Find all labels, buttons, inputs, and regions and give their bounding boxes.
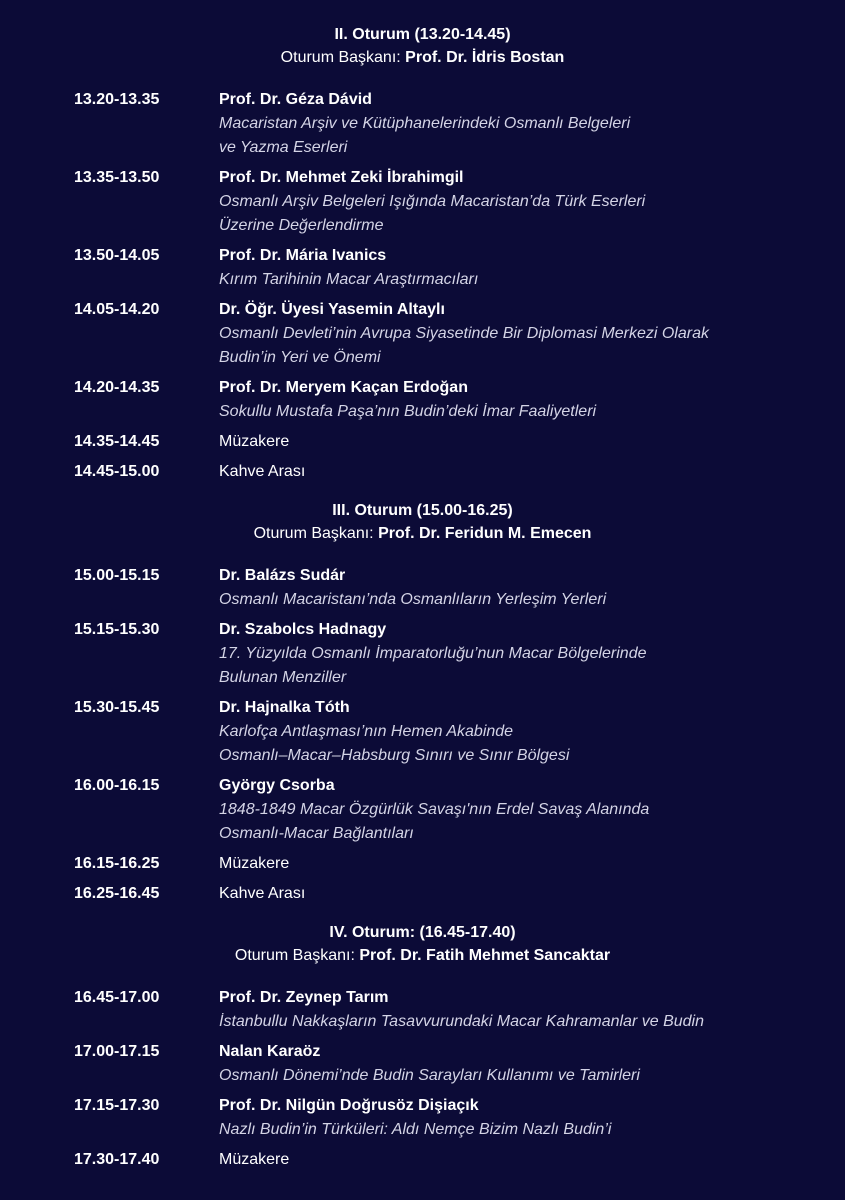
talk-entry xyxy=(219,618,845,690)
break-label: Kahve Arası xyxy=(219,885,306,902)
talk-entry xyxy=(219,298,845,370)
time-slot: 17.00-17.15 xyxy=(74,1043,160,1060)
talk-entry xyxy=(219,430,845,454)
talk-entry xyxy=(219,564,845,612)
talk-title: Osmanlı Dönemi’nde Budin Sarayları Kullanımı ve Tamirleri xyxy=(219,1067,640,1084)
speaker-name: Dr. Balázs Sudár xyxy=(219,567,346,584)
discussion-label: Müzakere xyxy=(219,1151,290,1168)
talk-entry xyxy=(219,696,845,768)
program-row xyxy=(0,564,845,612)
chair-name: Prof. Dr. İdris Bostan xyxy=(405,49,565,66)
chair-label: Oturum Başkanı: xyxy=(234,947,355,964)
program-row xyxy=(0,460,845,484)
program-row xyxy=(0,298,845,370)
talk-title: Nazlı Budin’in Türküleri: Aldı Nemçe Bizim Nazlı Budin’i xyxy=(219,1121,612,1138)
chair-label: Oturum Başkanı: xyxy=(253,525,374,542)
talk-title: Osmanlı Macaristanı’nda Osmanlıların Yerleşim Yerleri xyxy=(219,591,607,608)
talk-entry xyxy=(219,460,845,484)
chair-name: Prof. Dr. Feridun M. Emecen xyxy=(378,525,592,542)
talk-title: Osmanlı Devleti’nin Avrupa Siyasetinde Bir Diplomasi Merkezi Olarak Budin’in Yeri ve Önemi xyxy=(219,325,709,366)
session-chair xyxy=(0,944,845,968)
program-row xyxy=(0,244,845,292)
program-row xyxy=(0,376,845,424)
time-slot: 16.15-16.25 xyxy=(74,855,160,872)
session-title: III. Oturum (15.00-16.25) xyxy=(332,502,513,519)
talk-title: 17. Yüzyılda Osmanlı İmparatorluğu’nun Macar Bölgelerinde Bulunan Menziller xyxy=(219,645,647,686)
talk-title: Karlofça Antlaşması’nın Hemen Akabinde Osmanlı–Macar–Habsburg Sınırı ve Sınır Bölgesi xyxy=(219,723,570,764)
talk-title: Osmanlı Arşiv Belgeleri Işığında Macaristan’da Türk Eserleri Üzerine Değerlendirme xyxy=(219,193,646,234)
talk-entry xyxy=(219,244,845,292)
session-chair xyxy=(0,46,845,70)
speaker-name: Prof. Dr. Nilgün Doğrusöz Dişiaçık xyxy=(219,1097,479,1114)
program-row xyxy=(0,88,845,160)
talk-entry xyxy=(219,166,845,238)
time-slot: 15.00-15.15 xyxy=(74,567,160,584)
program-row xyxy=(0,882,845,906)
speaker-name: György Csorba xyxy=(219,777,335,794)
program-row xyxy=(0,1040,845,1088)
talk-title: 1848-1849 Macar Özgürlük Savaşı'nın Erdel Savaş Alanında Osmanlı-Macar Bağlantıları xyxy=(219,801,650,842)
time-slot: 13.35-13.50 xyxy=(74,169,160,186)
program-row xyxy=(0,1094,845,1142)
speaker-name: Nalan Karaöz xyxy=(219,1043,321,1060)
time-slot: 16.25-16.45 xyxy=(74,885,160,902)
time-slot: 15.30-15.45 xyxy=(74,699,160,716)
program-row xyxy=(0,774,845,846)
discussion-label: Müzakere xyxy=(219,855,290,872)
talk-entry xyxy=(219,88,845,160)
time-slot: 14.45-15.00 xyxy=(74,463,160,480)
speaker-name: Prof. Dr. Géza Dávid xyxy=(219,91,372,108)
speaker-name: Prof. Dr. Meryem Kaçan Erdoğan xyxy=(219,379,468,396)
chair-name: Prof. Dr. Fatih Mehmet Sancaktar xyxy=(359,947,611,964)
program-row xyxy=(0,430,845,454)
time-slot: 16.00-16.15 xyxy=(74,777,160,794)
talk-title: İstanbullu Nakkaşların Tasavvurundaki Macar Kahramanlar ve Budin xyxy=(219,1013,704,1030)
session-header xyxy=(0,24,845,70)
talk-entry xyxy=(219,774,845,846)
program-row xyxy=(0,986,845,1034)
speaker-name: Dr. Hajnalka Tóth xyxy=(219,699,350,716)
time-slot: 17.30-17.40 xyxy=(74,1151,160,1168)
time-slot: 17.15-17.30 xyxy=(74,1097,160,1114)
session-4 xyxy=(0,922,845,1172)
discussion-label: Müzakere xyxy=(219,433,290,450)
program-row xyxy=(0,852,845,876)
speaker-name: Dr. Öğr. Üyesi Yasemin Altaylı xyxy=(219,301,445,318)
program-row xyxy=(0,618,845,690)
talk-entry xyxy=(219,882,845,906)
break-label: Kahve Arası xyxy=(219,463,306,480)
session-title: IV. Oturum: (16.45-17.40) xyxy=(329,924,516,941)
talk-entry xyxy=(219,852,845,876)
speaker-name: Prof. Dr. Zeynep Tarım xyxy=(219,989,389,1006)
time-slot: 13.50-14.05 xyxy=(74,247,160,264)
session-header xyxy=(0,500,845,546)
talk-title: Kırım Tarihinin Macar Araştırmacıları xyxy=(219,271,479,288)
program-page xyxy=(0,24,845,1188)
talk-entry xyxy=(219,376,845,424)
time-slot: 14.05-14.20 xyxy=(74,301,160,318)
talk-title: Macaristan Arşiv ve Kütüphanelerindeki Osmanlı Belgeleri ve Yazma Eserleri xyxy=(219,115,631,156)
talk-entry xyxy=(219,1094,845,1142)
speaker-name: Prof. Dr. Mária Ivanics xyxy=(219,247,387,264)
session-3 xyxy=(0,500,845,906)
program-row xyxy=(0,1148,845,1172)
time-slot: 13.20-13.35 xyxy=(74,91,160,108)
session-chair xyxy=(0,522,845,546)
time-slot: 15.15-15.30 xyxy=(74,621,160,638)
time-slot: 14.35-14.45 xyxy=(74,433,160,450)
session-2 xyxy=(0,24,845,484)
time-slot: 16.45-17.00 xyxy=(74,989,160,1006)
talk-title: Sokullu Mustafa Paşa’nın Budin’deki İmar Faaliyetleri xyxy=(219,403,597,420)
speaker-name: Prof. Dr. Mehmet Zeki İbrahimgil xyxy=(219,169,464,186)
time-slot: 14.20-14.35 xyxy=(74,379,160,396)
speaker-name: Dr. Szabolcs Hadnagy xyxy=(219,621,387,638)
talk-entry xyxy=(219,1040,845,1088)
session-header xyxy=(0,922,845,968)
talk-entry xyxy=(219,1148,845,1172)
session-title: II. Oturum (13.20-14.45) xyxy=(334,26,511,43)
program-row xyxy=(0,696,845,768)
chair-label: Oturum Başkanı: xyxy=(280,49,401,66)
talk-entry xyxy=(219,986,845,1034)
program-row xyxy=(0,166,845,238)
